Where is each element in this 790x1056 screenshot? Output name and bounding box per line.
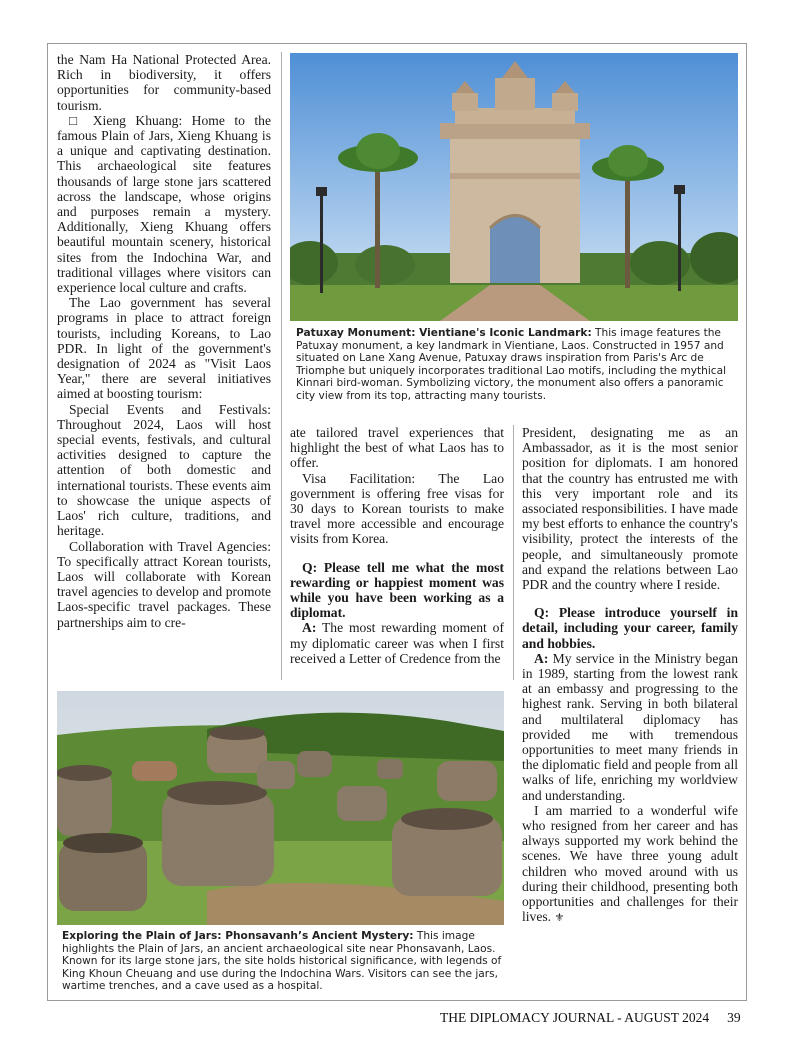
paragraph: President, designating me as an Ambassador, as it is the most senior position for diplomats. I am honored that the country has entrusted me with this very important role and its associated responsibilities. I have made my best efforts to enhance the country's visibility, protect the interests of the people, and simultaneously promote and expand the relations between Lao PDR and the country where I reside. <box>522 425 738 593</box>
column-rule <box>513 425 514 680</box>
paragraph: □ Xieng Khuang: Home to the famous Plain of Jars, Xieng Khuang is a unique and captivating destination. This archaeological site features thousands of large stone jars scattered across the landscape, whose origins and purposes remain a mystery. Additionally, Xieng Khuang offers beautiful mountain scenery, historical sites from the Indochina War, and traditional villages where visitors can experience local culture and crafts. <box>57 112 271 296</box>
paragraph: The Lao government has several programs in place to attract foreign tourists, including Koreans, to Lao PDR. In light of the government's designation of 2024 as "Visit Laos Year," there are several initiatives aimed at boosting tourism: <box>57 295 271 402</box>
plain-of-jars-illustration <box>57 691 504 925</box>
answer-label: A: <box>534 650 549 666</box>
caption-text: This image features the Patuxay monument, a key landmark in Vientiane, Laos. Constructed in 1957 and situated on Lane Xang Avenue, Patuxay draws inspiration from Paris's Arc de Triomphe but uniquely incorporates traditional Lao motifs, including the mythical Kinnari bird-woman. Symbolizing victory, the monument also offers a panoramic city view from its top, attracting many tourists. <box>296 327 727 402</box>
page-footer <box>440 1010 741 1026</box>
column-left <box>57 52 271 630</box>
paragraph: ate tailored travel experiences that highlight the best of what Laos has to offer. <box>290 425 504 471</box>
question: Q: Please tell me what the most rewarding or happiest moment was while you have been working as a diplomat. <box>290 559 504 621</box>
paragraph <box>522 803 738 926</box>
paragraph-text: I am married to a wonderful wife who resigned from her career and has always supported my work behind the scenes. We have three young adult children who moved around with us during their childhood, presenting both opportunities and challenges for their lives. <box>522 802 738 925</box>
caption-title: Patuxay Monument: Vientiane's Iconic Landmark: <box>296 327 592 339</box>
caption-text: This image highlights the Plain of Jars, an ancient archaeological site near Phonsavanh, Laos. Known for its large stone jars, the site holds historical significance, with legends of King Khoun Cheuang and use during the Indochina Wars. Visitors can see the jars, wartime trenches, and a cave used as a hospital. <box>62 930 502 993</box>
paragraph: the Nam Ha National Protected Area. Rich in biodiversity, it offers opportunities for community-based tourism. <box>57 52 271 113</box>
column-rule <box>281 52 282 680</box>
patuxay-illustration <box>290 53 738 321</box>
answer-label: A: <box>302 620 317 636</box>
column-right <box>522 425 738 926</box>
journal-name: THE DIPLOMACY JOURNAL - AUGUST 2024 <box>440 1010 710 1025</box>
paragraph: Special Events and Festivals: Throughout 2024, Laos will host special events, festivals, and cultural activities designed to capture the attention of both domestic and international tourists. These events aim to showcase the unique aspects of Laos' rich culture, traditions, and heritage. <box>57 401 271 539</box>
answer <box>290 620 504 666</box>
page-number: 39 <box>727 1010 741 1025</box>
paragraph: Visa Facilitation: The Lao government is offering free visas for 30 days to Korean tourists to make travel more accessible and encourage visits from Korea. <box>290 470 504 547</box>
answer-text: My service in the Ministry began in 1989, starting from the lowest rank at an embassy and progressing to the highest rank. Serving in both bilateral and multilateral diplomacy has provided me with tremendous opportunities to meet many friends in the diplomatic field and people from all walks of life, enriching my worldview and understanding. <box>522 650 738 803</box>
question: Q: Please introduce yourself in detail, including your career, family and hobbies. <box>522 605 738 651</box>
caption-title: Exploring the Plain of Jars: Phonsavanh’s Ancient Mystery: <box>62 930 414 942</box>
answer-text: The most rewarding moment of my diplomatic career was when I first received a Letter of Credence from the <box>290 620 504 666</box>
paragraph: Collaboration with Travel Agencies: To specifically attract Korean tourists, Laos will collaborate with Korean travel agencies to develop and promote Laos-specific travel packages. These partnerships aim to cre- <box>57 538 271 630</box>
photo-caption-patuxay <box>296 327 738 403</box>
answer <box>522 651 738 803</box>
column-middle <box>290 425 504 666</box>
patuxay-photo <box>290 53 738 321</box>
plain-of-jars-photo <box>57 691 504 925</box>
photo-caption-plain-of-jars <box>62 930 505 993</box>
end-mark-icon: ⚜ <box>554 911 565 925</box>
